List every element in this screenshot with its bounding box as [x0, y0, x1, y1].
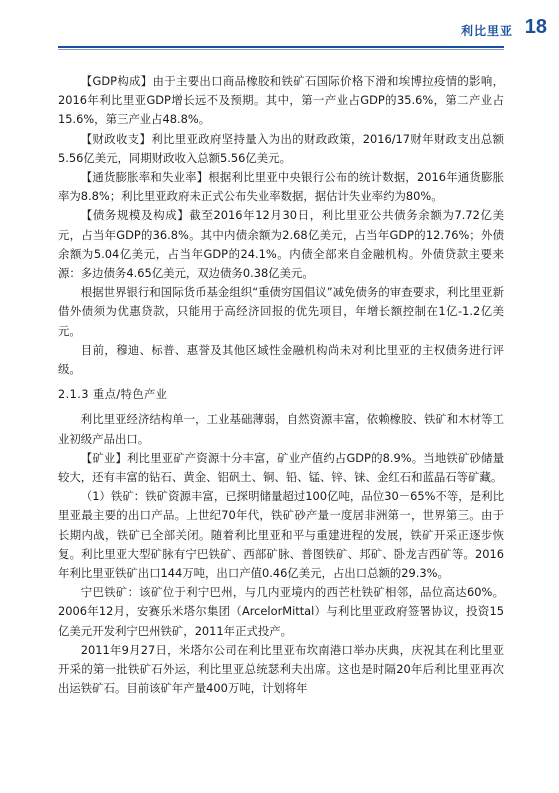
paragraph-debt-policy: 根据世界银行和国际货币基金组织“重债穷国倡议”减免债务的审查要求，利比里亚新借外债须为优惠贷款，只能用于高经济回报的优先项目，年增长额控制在1亿-1.2亿美元。	[58, 285, 504, 338]
paragraph-rating: 目前，穆迪、标普、惠誉及其他区域性金融机构尚未对利比里亚的主权债务进行评级。	[58, 342, 504, 377]
running-title: 利比里亚	[460, 24, 513, 38]
page-header	[0, 0, 559, 46]
header-rule	[58, 46, 504, 48]
paragraph-mittal: 2011年9月27日，米塔尔公司在利比里亚布坎南港口举办庆典，庆祝其在利比里亚开采的第一批铁矿石外运，利比里亚总统瑟利夫出席。这也是时隔20年后利比里亚再次出运铁矿石。目前该矿年产量400万吨，计划将年	[58, 642, 504, 696]
header-rule-thin	[58, 49, 504, 50]
paragraph-nimba: 宁巴铁矿：该矿位于利宁巴州，与几内亚境内的西芒杜铁矿相邻，品位高达60%。2006年12月，安赛乐米塔尔集团（ArcelorMittal）与利比里亚政府签署协议，投资15亿美元开发利宁巴州铁矿，2011年正式投产。	[58, 585, 504, 638]
paragraph-economy: 利比里亚经济结构单一，工业基础薄弱，自然资源丰富，依赖橡胶、铁矿和木材等工业初级产品出口。	[58, 412, 504, 446]
paragraph-mining: 【矿业】利比里亚矿产资源十分丰富，矿业产值约占GDP的8.9%。当地铁矿砂储量较大，还有丰富的钻石、黄金、铝矾土、铜、铅、锰、锌、铼、金红石和蓝晶石等矿藏。	[58, 450, 504, 485]
paragraph-fiscal: 【财政收支】利比里亚政府坚持量入为出的财政政策，2016/17财年财政支出总额5.56亿美元，同期财政收入总额5.56亿美元。	[58, 131, 504, 165]
section-heading: 2.1.3 重点/特色产业	[58, 388, 168, 402]
paragraph-inflation: 【通货膨胀率和失业率】根据利比里亚中央银行公布的统计数据，2016年通货膨胀率为8.8%；利比里亚政府未正式公布失业率数据，据估计失业率约为80%。	[58, 170, 504, 204]
page-body	[58, 72, 504, 699]
paragraph-iron-ore: （1）铁矿：铁矿资源丰富，已探明储量超过100亿吨，品位30－65%不等，是利比里亚最主要的出口产品。上世纪70年代，铁矿砂产量一度居非洲第一，世界第三。由于长期内战，铁矿已全部关闭。随着利比里亚和平与重建进程的发展，铁矿开采正逐步恢复。利比里亚大型矿脉有宁巴铁矿、西部矿脉、普图铁矿、邦矿、卧龙吉西矿等。2016年利比里亚铁矿出口144万吨，出口产值0.46亿美元，占出口总额的29.3%。	[58, 489, 504, 581]
paragraph-gdp-composition: 【GDP构成】由于主要出口商品橡胶和铁矿石国际价格下滑和埃博拉疫情的影响，2016年利比里亚GDP增长远不及预期。其中，第一产业占GDP的35.6%，第二产业占15.6%，第三产业占48.8%。	[58, 74, 504, 127]
page-number: 18	[524, 16, 547, 38]
paragraph-debt: 【债务规模及构成】截至2016年12月30日，利比里亚公共债务余额为7.72亿美元，占当年GDP的36.8%。其中内债余额为2.68亿美元，占当年GDP的12.76%；外债余额为5.04亿美元，占当年GDP的24.1%。内债全部来自金融机构。外债贷款主要来源：多边债务4.65亿美元，双边债务0.38亿美元。	[58, 208, 504, 281]
